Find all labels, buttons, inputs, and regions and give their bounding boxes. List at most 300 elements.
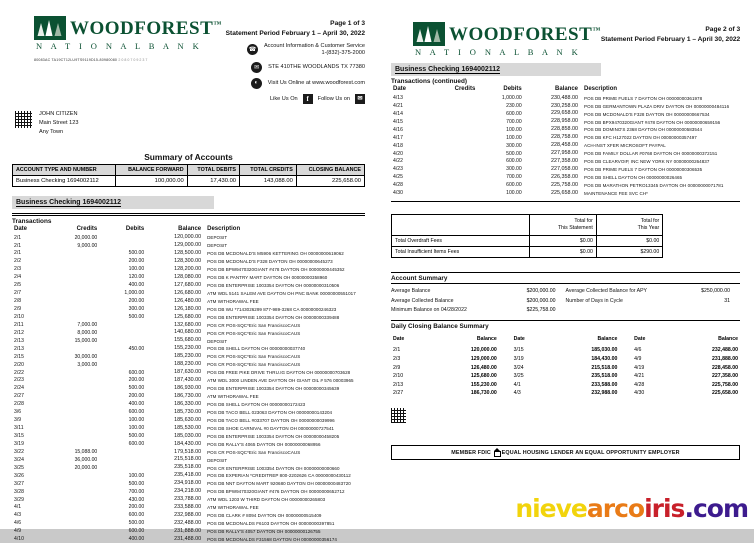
txn-debits — [99, 456, 146, 464]
txn-header-balance: Balance — [555, 86, 579, 92]
table-row — [12, 281, 365, 289]
table-row — [12, 511, 365, 519]
txn-date: 4/6 — [14, 520, 22, 527]
txn-description: ATM WITHDRAWAL FEE — [207, 505, 259, 511]
summary-label: Number of Days in Cycle — [565, 297, 623, 304]
txn-description: MAINTENANCE FEE SVC CH* — [584, 190, 648, 196]
table-row — [12, 392, 365, 400]
txn-balance: 128,300.00 — [174, 258, 202, 265]
fees-header-statement: Total for This Statement — [530, 215, 596, 236]
facebook-label: Like Us On — [269, 95, 298, 102]
table-row — [12, 535, 365, 543]
txn-debits: 400.00 — [128, 401, 145, 408]
txn-date: 3/11 — [14, 425, 24, 432]
txn-description: POS DB NNT DAYTON MART 920680 DAYTON OH 00000000483720 — [207, 481, 351, 487]
txn-balance: 128,500.00 — [174, 250, 202, 257]
txn-balance: 126,480.00 — [174, 297, 202, 304]
table-row — [12, 289, 365, 297]
txn-description: DEPOSIT — [207, 457, 228, 463]
table-row — [12, 273, 365, 281]
woodforest-tree-logo-icon — [413, 22, 445, 46]
txn-debits: 100.00 — [506, 134, 522, 141]
txn-description: POS DB MCDONALD'S F328 DAYTON OH 00000000667534 — [584, 111, 710, 117]
txn-description: POS CR POS-SQC*Eric San FranciscoCAUS — [207, 362, 301, 368]
txn-credits — [424, 118, 477, 126]
page-number: Page 2 of 3 — [705, 26, 741, 33]
summary-label: Average Collected Balance — [391, 297, 454, 304]
fees-table — [391, 214, 663, 258]
daily-date: 2/1 — [393, 347, 401, 354]
txn-date: 3/25 — [14, 464, 24, 471]
transactions-body-page2 — [391, 94, 740, 197]
txn-balance: 185,730.00 — [174, 408, 202, 415]
daily-date: 2/3 — [393, 355, 401, 362]
txn-description: POS DB MCDONALDS F31568 DAYTON OH 00000000356174 — [207, 536, 337, 542]
summary-item — [566, 287, 741, 297]
txn-date: 2/23 — [14, 377, 24, 384]
table-row — [391, 363, 740, 372]
daily-header-balance-3: Balance — [718, 336, 738, 343]
txn-balance: 185,230.00 — [174, 353, 202, 360]
summary-header-account: ACCOUNT TYPE AND NUMBER — [13, 164, 116, 175]
table-row — [12, 456, 365, 464]
table-header-row — [391, 334, 740, 346]
table-row — [12, 265, 365, 273]
table-row — [12, 337, 365, 345]
page-number: Page 1 of 3 — [330, 20, 365, 27]
txn-date: 2/10 — [14, 313, 24, 320]
txn-date: 2/5 — [14, 282, 22, 289]
txn-debits: 100.00 — [128, 417, 145, 424]
txn-balance: 229,658.00 — [551, 110, 579, 117]
summary-cell-closing-balance: 225,658.00 — [296, 175, 364, 186]
transactions-body-page1 — [12, 234, 365, 543]
txn-description: DEPOSIT — [207, 243, 228, 249]
daily-balance: 225,758.00 — [712, 381, 738, 388]
daily-balance: 126,480.00 — [470, 364, 497, 371]
table-row — [391, 189, 740, 197]
txn-credits — [424, 134, 477, 142]
txn-balance: 179,518.00 — [174, 448, 202, 455]
txn-description: POS DB ENTERPRISE 1003354 DAYTON OH 00000000345639 — [207, 386, 340, 392]
table-row — [12, 464, 365, 472]
txn-balance: 233,588.00 — [174, 504, 202, 511]
txn-description: POS DB MCDONALD'S M5906 KETTERING OH 00000000619062 — [207, 251, 344, 257]
txn-description: POS DB ENTERPRISE 1003354 DAYTON OH 00000000339488 — [207, 314, 340, 320]
summary-item — [566, 297, 741, 307]
txn-debits: 500.00 — [128, 520, 145, 527]
txn-credits — [46, 527, 100, 535]
txn-date: 4/18 — [393, 142, 403, 149]
table-row — [12, 440, 365, 448]
txn-description: POS CR POS-SQC*Eric San FranciscoCAUS — [207, 449, 301, 455]
page2-header-right — [601, 22, 740, 43]
table-row — [12, 416, 365, 424]
txn-debits: 600.00 — [506, 158, 522, 165]
txn-credits — [424, 181, 477, 189]
txn-balance: 233,788.00 — [174, 496, 202, 503]
txn-description: POS DB TACO BELL 023063 DAYTON OH 00000000143204 — [207, 409, 333, 415]
daily-balance: 235,518.00 — [591, 373, 618, 380]
txn-date: 3/19 — [14, 440, 24, 447]
txn-credits — [46, 496, 100, 504]
daily-date: 4/28 — [634, 381, 645, 388]
bank-name: WOODFOREST™ — [449, 23, 601, 45]
fees-label-insufficient: Total Insufficient Items Fees — [392, 247, 530, 258]
txn-debits: 600.00 — [128, 512, 145, 519]
table-row — [12, 313, 365, 321]
table-row — [391, 110, 740, 118]
txn-credits: 20,000.00 — [74, 464, 98, 471]
phone-icon: ☎ — [247, 44, 258, 55]
txn-balance: 225,658.00 — [551, 189, 579, 196]
table-row — [391, 165, 740, 173]
txn-credits — [424, 142, 477, 150]
table-row — [12, 297, 365, 305]
txn-credits — [46, 440, 100, 448]
account-summary-left-column — [391, 287, 566, 316]
txn-description: POS DB SHOE CARNIVAL #0 DAYTON OH 00000000727541 — [207, 425, 334, 431]
txn-description: POS DB FAMILY DOLLAR #0768 DAYTON OH 00000000372151 — [584, 151, 718, 157]
bank-branding — [12, 16, 222, 62]
txn-credits — [424, 165, 477, 173]
contact-row-website: Visit Us Online at www.woodforest.com ◐ — [226, 78, 365, 89]
summary-header-balance-forward: BALANCE FORWARD — [115, 164, 187, 175]
txn-description: POS CR POS-SQC*Eric San FranciscoCAUS — [207, 322, 301, 328]
txn-date: 3/28 — [14, 488, 24, 495]
txn-debits — [99, 329, 146, 337]
txn-date: 4/23 — [393, 166, 403, 173]
watermark-part-4: .com — [684, 494, 748, 523]
statement-period: Statement Period February 1 – April 30, 2022 — [225, 30, 365, 37]
summary-value: 31 — [724, 297, 730, 304]
twitter-label: Follow Us on — [317, 95, 350, 102]
fees-label-overdraft: Total Overdraft Fees — [392, 236, 530, 247]
txn-date: 2/24 — [14, 385, 24, 392]
txn-balance: 232,488.00 — [174, 519, 202, 526]
txn-header-date: Date — [14, 225, 28, 232]
table-row — [391, 181, 740, 189]
txn-credits — [46, 250, 100, 258]
txn-credits — [46, 424, 100, 432]
spacer — [499, 346, 512, 355]
txn-description: POS DB KFC H127022 DAYTON OH 00000000357497 — [584, 135, 697, 141]
txn-credits: 7,000.00 — [77, 321, 98, 328]
txn-debits — [99, 361, 146, 369]
txn-credits — [46, 535, 100, 543]
txn-description: DEPOSIT — [207, 338, 228, 344]
table-row — [12, 361, 365, 369]
txn-header-credits: Credits — [76, 225, 98, 232]
woodforest-tree-logo-icon — [34, 16, 66, 40]
facebook-icon[interactable]: f — [303, 94, 313, 104]
txn-description: ATM WDL 1203 W THIRD DAYTON OH 00000000265803 — [207, 497, 326, 503]
txn-header-date: Date — [393, 86, 407, 92]
txn-debits — [99, 337, 146, 345]
txn-date: 2/9 — [14, 306, 22, 313]
spacer — [499, 389, 512, 398]
txn-debits: 500.00 — [128, 385, 145, 392]
spacer — [499, 334, 512, 346]
table-row — [391, 346, 740, 355]
txn-debits: 300.00 — [506, 142, 522, 149]
daily-balance: 231,888.00 — [712, 355, 738, 362]
daily-balance: 225,658.00 — [712, 390, 738, 397]
account-summary-right-column — [566, 287, 741, 316]
txn-debits: 500.00 — [128, 313, 145, 320]
table-row — [392, 247, 663, 258]
spacer — [499, 380, 512, 389]
table-row — [391, 173, 740, 181]
statement-page-2 — [377, 0, 754, 529]
txn-debits: 500.00 — [128, 480, 145, 487]
txn-debits: 100.00 — [506, 190, 522, 197]
txn-date: 4/15 — [393, 118, 403, 125]
daily-date: 4/19 — [634, 364, 645, 371]
txn-description: POS DB WU *7143026299 877-989-3268 CA 00000000246323 — [207, 306, 337, 312]
equal-housing-label: EQUAL HOUSING LENDER — [501, 449, 574, 456]
txn-debits: 300.00 — [506, 166, 522, 173]
txn-credits — [46, 392, 100, 400]
table-header-row — [391, 85, 740, 94]
txn-description: POS DB SHELL DAYTON OH 00000000026465 — [584, 175, 683, 181]
txn-credits — [46, 281, 100, 289]
txn-debits: 200.00 — [128, 393, 145, 400]
txn-balance: 186,330.00 — [174, 400, 202, 407]
txn-date: 2/1 — [14, 234, 22, 241]
txn-credits — [46, 472, 100, 480]
txn-debits: 600.00 — [506, 110, 522, 117]
divider — [12, 215, 365, 216]
summary-value: $250,000.00 — [701, 288, 730, 295]
watermark-part-2: arco — [586, 494, 645, 523]
twitter-icon[interactable]: ✉ — [355, 94, 365, 104]
table-row — [12, 369, 365, 377]
table-header-row — [12, 225, 365, 234]
txn-debits: 200.00 — [128, 258, 145, 265]
txn-balance: 230,488.00 — [551, 94, 579, 101]
equal-opportunity-label: AN EQUAL OPPORTUNITY EMPLOYER — [575, 449, 680, 456]
txn-balance: 184,430.00 — [174, 440, 202, 447]
daily-date: 3/25 — [513, 373, 524, 380]
txn-date: 3/15 — [14, 433, 24, 440]
txn-debits: 200.00 — [128, 504, 145, 511]
txn-date: 4/30 — [393, 190, 403, 197]
txn-debits: 200.00 — [128, 298, 145, 305]
txn-date: 2/12 — [14, 329, 24, 336]
customer-address-line-2: Any Town — [39, 129, 64, 136]
txn-balance: 128,200.00 — [174, 265, 202, 272]
table-row — [12, 345, 365, 353]
txn-balance: 187,630.00 — [174, 369, 202, 376]
txn-debits: 400.00 — [128, 536, 145, 543]
txn-balance: 188,230.00 — [174, 361, 202, 368]
txn-balance: 231,888.00 — [174, 527, 202, 534]
spacer — [619, 346, 632, 355]
txn-credits — [46, 273, 100, 281]
contact-row-phone: Account Information & Customer Service 1-(832)-375-2000 ☎ — [248, 43, 365, 56]
summary-header-total-credits: TOTAL CREDITS — [240, 164, 297, 175]
txn-description: POS DB FREE PIKE DRIVE THRU.IG DAYTON OH 00000000703628 — [207, 370, 351, 376]
table-row — [392, 236, 663, 247]
txn-date: 3/9 — [14, 417, 22, 424]
txn-balance: 132,680.00 — [174, 321, 202, 328]
daily-date: 2/13 — [393, 381, 404, 388]
txn-credits — [424, 189, 477, 197]
txn-date: 3/27 — [14, 480, 24, 487]
table-row — [12, 305, 365, 313]
txn-date: 2/1 — [14, 250, 22, 257]
txn-debits: 600.00 — [128, 369, 145, 376]
fees-overdraft-statement: $0.00 — [530, 236, 596, 247]
daily-date: 2/10 — [393, 373, 404, 380]
txn-date: 4/3 — [14, 512, 22, 519]
txn-balance: 228,958.00 — [551, 118, 579, 125]
table-row — [12, 519, 365, 527]
spacer — [619, 380, 632, 389]
table-row — [391, 94, 740, 102]
txn-description: ATM WITHDRAWAL FEE — [207, 298, 259, 304]
table-row — [12, 496, 365, 504]
txn-date: 2/13 — [14, 345, 24, 352]
daily-balance: 185,030.00 — [591, 347, 618, 354]
txn-balance: 231,488.00 — [174, 535, 202, 542]
txn-debits: 100.00 — [128, 425, 145, 432]
globe-icon: ◐ — [251, 78, 262, 89]
spacer — [499, 355, 512, 364]
txn-header-description: Description — [207, 225, 241, 232]
txn-debits: 1,000.00 — [124, 290, 145, 297]
bank-subtitle: N A T I O N A L B A N K — [36, 41, 203, 51]
txn-date: 2/8 — [14, 298, 22, 305]
txn-credits — [46, 257, 100, 265]
table-row — [12, 321, 365, 329]
table-row — [391, 150, 740, 158]
txn-date: 2/2 — [14, 258, 22, 265]
txn-balance: 230,258.00 — [551, 102, 579, 109]
txn-date: 4/10 — [14, 536, 24, 543]
txn-credits: 36,000.00 — [74, 456, 98, 463]
txn-credits — [46, 519, 100, 527]
summary-value: $225,758.00 — [526, 307, 556, 314]
social-links — [226, 94, 365, 104]
statement-period: Statement Period February 1 – April 30, 2022 — [600, 36, 741, 43]
daily-date: 3/24 — [513, 364, 524, 371]
txn-credits — [46, 384, 100, 392]
daily-balance: 120,000.00 — [470, 347, 497, 354]
daily-date: 4/9 — [634, 355, 642, 362]
txn-balance: 155,680.00 — [174, 337, 202, 344]
txn-credits — [46, 305, 100, 313]
txn-balance: 186,930.00 — [174, 385, 202, 392]
txn-balance: 227,358.00 — [551, 158, 579, 165]
txn-description: POS DB PRIME FUELS 7 DAYTON OH 00000000306535 — [584, 167, 703, 173]
table-row — [12, 424, 365, 432]
txn-date: 3/29 — [14, 496, 24, 503]
divider — [391, 201, 740, 202]
txn-description: POS DB ENTERPRISE 1003354 DAYTON OH 00000000458205 — [207, 433, 340, 439]
table-row — [391, 380, 740, 389]
txn-date: 3/6 — [14, 409, 22, 416]
txn-balance: 186,730.00 — [174, 392, 202, 399]
txn-balance: 127,680.00 — [174, 281, 202, 288]
equal-housing-lender-icon — [494, 449, 501, 455]
account-title-bar-page2: Business Checking 1694002112 — [391, 63, 601, 76]
table-row — [12, 377, 365, 385]
txn-balance: 185,530.00 — [174, 424, 202, 431]
fees-header-blank — [392, 215, 530, 236]
txn-debits: 400.00 — [128, 282, 145, 289]
txn-debits — [99, 242, 146, 250]
transactions-table-page2 — [391, 85, 740, 197]
txn-credits — [46, 432, 100, 440]
table-row — [391, 118, 740, 126]
txn-credits: 8,000.00 — [77, 329, 98, 336]
summary-label: Average Collected Balance for APY — [565, 288, 648, 295]
txn-date: 3/22 — [14, 448, 24, 455]
txn-date: 2/13 — [14, 337, 24, 344]
txn-date: 2/4 — [14, 274, 22, 281]
table-row — [12, 353, 365, 361]
daily-header-balance-1: Balance — [476, 336, 497, 343]
daily-balance: 215,518.00 — [591, 364, 618, 371]
txn-description: POS DB DOMINO'S 2368 DAYTON OH 00000000583544 — [584, 127, 703, 133]
summary-of-accounts-table — [12, 164, 365, 187]
table-row — [391, 372, 740, 381]
daily-date: 3/15 — [513, 347, 524, 354]
qr-code-icon — [14, 110, 33, 129]
bank-branding-page2 — [391, 22, 601, 57]
table-row — [391, 158, 740, 166]
txn-description: POS DB EXPERIAN *CREDITREP 800-2202626 CA 00000000430112 — [207, 473, 351, 479]
txn-header-credits: Credits — [454, 86, 476, 92]
fees-insufficient-year: $290.00 — [596, 247, 662, 258]
txn-balance: 185,630.00 — [174, 416, 202, 423]
divider — [391, 320, 740, 321]
txn-balance: 140,680.00 — [174, 329, 202, 336]
summary-header-closing-balance: CLOSING BALANCE — [296, 164, 364, 175]
txn-balance: 226,358.00 — [551, 173, 579, 180]
spacer — [619, 389, 632, 398]
txn-credits — [46, 408, 100, 416]
table-row — [12, 257, 365, 265]
txn-date: 2/20 — [14, 361, 24, 368]
txn-description: POS DB GERMANTOWN PLAZA DRIV DAYTON OH 00000000484116 — [584, 103, 730, 109]
daily-header-date-3: Date — [634, 336, 646, 343]
table-row — [12, 488, 365, 496]
summary-item — [391, 297, 566, 307]
bank-subtitle: N A T I O N A L B A N K — [415, 47, 582, 57]
txn-debits: 500.00 — [506, 150, 522, 157]
table-row — [12, 432, 365, 440]
table-row — [12, 242, 365, 250]
txn-debits — [99, 464, 146, 472]
txn-debits — [99, 234, 146, 242]
txn-description: DEPOSIT — [207, 235, 228, 241]
watermark-part-1: nieve — [515, 494, 587, 523]
txn-debits: 500.00 — [128, 433, 145, 440]
summary-cell-balance-forward: 100,000.00 — [115, 175, 187, 186]
table-row — [391, 102, 740, 110]
bank-name: WOODFOREST™ — [70, 17, 222, 39]
txn-date: 4/17 — [393, 134, 403, 141]
txn-description: POS CR ENTERPRISE 1003354 DAYTON OH 00000000000660 — [207, 465, 340, 471]
table-row — [12, 408, 365, 416]
spacer — [619, 372, 632, 381]
summary-cell-total-debits: 17,430.00 — [187, 175, 239, 186]
txn-header-balance: Balance — [178, 225, 202, 232]
summary-of-accounts-title: Summary of Accounts — [144, 151, 233, 162]
